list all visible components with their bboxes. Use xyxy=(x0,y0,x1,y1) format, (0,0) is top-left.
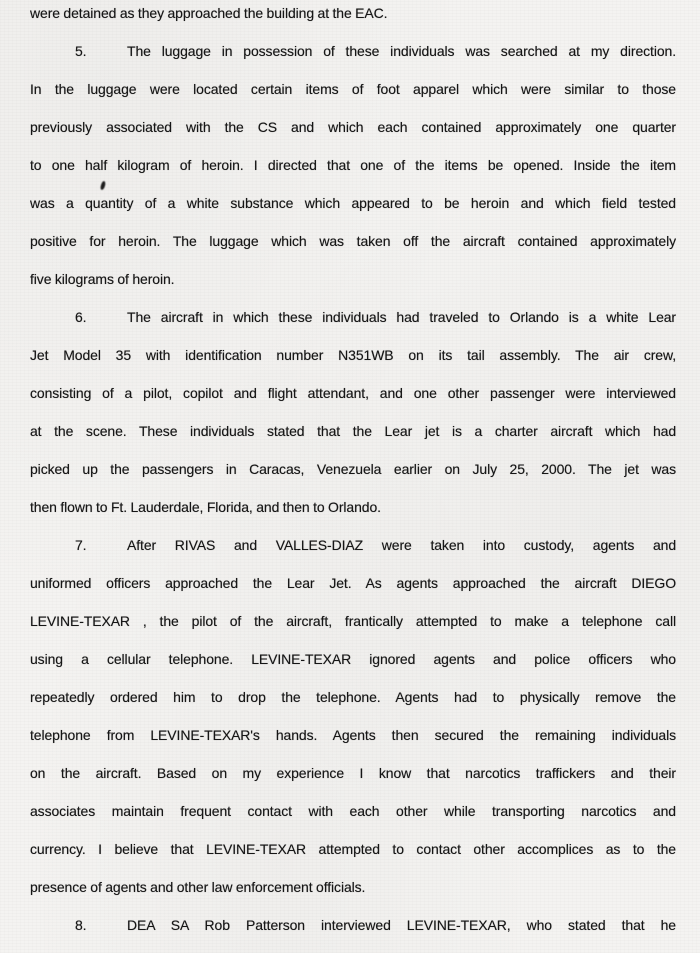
line-text: was a quantity of a white substance which appeared to be heroin and which field tested xyxy=(30,195,676,211)
text-line xyxy=(30,640,676,678)
line-text: The aircraft in which these individuals had traveled to Orlando is a white Lear xyxy=(127,309,676,325)
text-line xyxy=(30,412,676,450)
line-text: consisting of a pilot, copilot and flight attendant, and one other passenger were interviewed xyxy=(30,385,676,401)
text-line xyxy=(30,336,676,374)
paragraph-number: 8. xyxy=(75,917,87,933)
text-line xyxy=(30,0,676,32)
text-line xyxy=(30,260,676,298)
text-line xyxy=(30,32,676,70)
text-line xyxy=(30,754,676,792)
line-text: presence of agents and other law enforcement officials. xyxy=(30,879,366,895)
text-line xyxy=(30,146,676,184)
text-line xyxy=(30,108,676,146)
line-text: In the luggage were located certain items of foot apparel which were similar to those xyxy=(30,81,676,97)
text-line xyxy=(30,298,676,336)
text-line xyxy=(30,450,676,488)
line-text: previously associated with the CS and which each contained approximately one quarter xyxy=(30,119,676,135)
paragraph-number: 6. xyxy=(75,309,87,325)
line-text: five kilograms of heroin. xyxy=(30,271,175,287)
line-text: repeatedly ordered him to drop the telephone. Agents had to physically remove the xyxy=(30,689,676,705)
line-text: associates maintain frequent contact with each other while transporting narcotics and xyxy=(30,803,676,819)
text-line xyxy=(30,488,676,526)
line-text: to one half kilogram of heroin. I directed that one of the items be opened. Inside the item xyxy=(30,157,676,173)
text-line xyxy=(30,602,676,640)
line-text: DEA SA Rob Patterson interviewed LEVINE-TEXAR, who stated that he xyxy=(127,917,676,933)
line-text: telephone from LEVINE-TEXAR's hands. Agents then secured the remaining individuals xyxy=(30,727,676,743)
text-line xyxy=(30,792,676,830)
text-line xyxy=(30,526,676,564)
line-text: positive for heroin. The luggage which was taken off the aircraft contained approximately xyxy=(30,233,676,249)
line-text: LEVINE-TEXAR , the pilot of the aircraft, frantically attempted to make a telephone call xyxy=(30,613,676,629)
line-text: Jet Model 35 with identification number N351WB on its tail assembly. The air crew, xyxy=(30,347,676,363)
line-text: currency. I believe that LEVINE-TEXAR attempted to contact other accomplices as to the xyxy=(30,841,676,857)
text-line xyxy=(30,374,676,412)
line-text: picked up the passengers in Caracas, Venezuela earlier on July 25, 2000. The jet was xyxy=(30,461,676,477)
text-line xyxy=(30,70,676,108)
line-text: After RIVAS and VALLES-DIAZ were taken into custody, agents and xyxy=(127,537,676,553)
line-text: were detained as they approached the building at the EAC. xyxy=(30,5,388,21)
line-text: uniformed officers approached the Lear Jet. As agents approached the aircraft DIEGO xyxy=(30,575,676,591)
text-line xyxy=(30,222,676,260)
line-text: The luggage in possession of these individuals was searched at my direction. xyxy=(127,43,676,59)
text-line xyxy=(30,564,676,602)
paragraph-number: 5. xyxy=(75,43,87,59)
text-line xyxy=(30,678,676,716)
text-line xyxy=(30,716,676,754)
text-line xyxy=(30,830,676,868)
text-line xyxy=(30,184,676,222)
line-text: then flown to Ft. Lauderdale, Florida, and then to Orlando. xyxy=(30,499,381,515)
line-text: at the scene. These individuals stated that the Lear jet is a charter aircraft which had xyxy=(30,423,676,439)
line-text: using a cellular telephone. LEVINE-TEXAR ignored agents and police officers who xyxy=(30,651,676,667)
text-line xyxy=(30,906,676,944)
line-text: on the aircraft. Based on my experience I know that narcotics traffickers and their xyxy=(30,765,676,781)
paragraph-number: 7. xyxy=(75,537,87,553)
text-line xyxy=(30,868,676,906)
